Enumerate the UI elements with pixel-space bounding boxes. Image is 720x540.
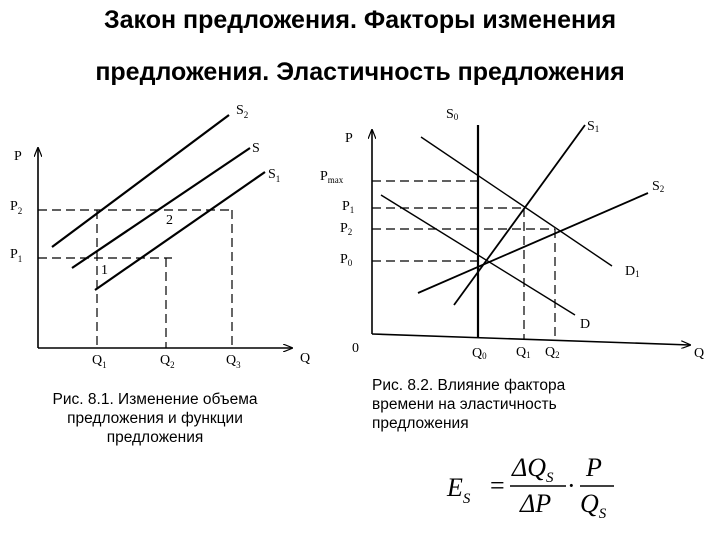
fig1-p1-label: $P_1$: [10, 247, 23, 264]
fig2-s1-label: S1: [587, 119, 600, 134]
fig2-p0-label: $P_0$: [340, 252, 353, 268]
fig2-p2-label: $P_2$: [340, 221, 353, 237]
fig1-point-2-label: 2: [166, 213, 173, 228]
fig1-q-label: Q: [300, 351, 311, 366]
formula-dot: ·: [567, 471, 576, 500]
fig2-curve-d1: [421, 137, 612, 266]
fig2-s2-label: S2: [652, 179, 665, 194]
fig1-s1-label: $S_1$: [268, 167, 281, 184]
fig1-p-label: P: [14, 149, 22, 164]
fig2-p1-label: $P_1$: [342, 199, 355, 215]
fig2-q2-label: Q2: [545, 345, 560, 360]
figure-1-caption-line: Рис. 8.1. Изменение объема: [52, 391, 258, 408]
formula-numerator-1: $\Delta Q_S$: [512, 453, 554, 486]
page-title-line-2: предложения. Эластичность предложения: [95, 58, 625, 86]
fig1-q2-label: $Q_2$: [160, 353, 175, 370]
fig2-curve-s2: [418, 193, 648, 293]
figure-1-caption-line: предложения и функции: [67, 410, 243, 427]
fig1-q1-label: $Q_1$: [92, 353, 107, 370]
figure-1-caption-line: предложения: [106, 429, 204, 446]
formula-equals: =: [490, 471, 505, 500]
fig1-s-label: S: [252, 141, 260, 156]
fig2-q-axis: [372, 334, 690, 345]
fig2-q0-label: Q0: [472, 346, 487, 361]
figure-2-caption-line: предложения: [372, 415, 469, 432]
fig2-pmax-label: $P_{max}$: [320, 169, 344, 185]
fig2-curve-s1: [454, 125, 585, 305]
figure-2-time-elasticity: [320, 107, 704, 361]
formula-lhs: $E_S$: [447, 473, 471, 507]
figure-2-caption-line: времени на эластичность: [372, 396, 557, 413]
fig1-curve-s1: [95, 172, 265, 290]
fig2-p-label: P: [345, 131, 353, 146]
formula-denominator-2: $Q_S$: [580, 489, 607, 522]
formula-denominator-1: ΔP: [520, 489, 552, 518]
fig2-s0-label: S0: [446, 107, 459, 122]
page-title-line-1: Закон предложения. Факторы изменения: [103, 6, 617, 34]
figure-1-supply-shift: [10, 103, 310, 370]
figure-2-caption: [372, 376, 622, 433]
elasticity-formula: [446, 453, 614, 522]
figure-2-caption-line: Рис. 8.2. Влияние фактора: [372, 377, 566, 394]
fig2-origin-label: 0: [352, 341, 359, 356]
figure-1-caption: [20, 390, 290, 447]
fig1-p2-label: $P_2$: [10, 199, 23, 216]
fig2-q-label: Q: [694, 346, 705, 361]
formula-numerator-2: P: [586, 453, 602, 482]
fig2-d1-label: D1: [625, 264, 640, 279]
fig1-q3-label: $Q_3$: [226, 353, 241, 370]
fig2-q1-label: Q1: [516, 345, 531, 360]
fig2-d-label: D: [580, 317, 591, 332]
fig1-point-1-label: 1: [101, 263, 108, 278]
fig1-s2-label: $S_2$: [236, 103, 249, 120]
